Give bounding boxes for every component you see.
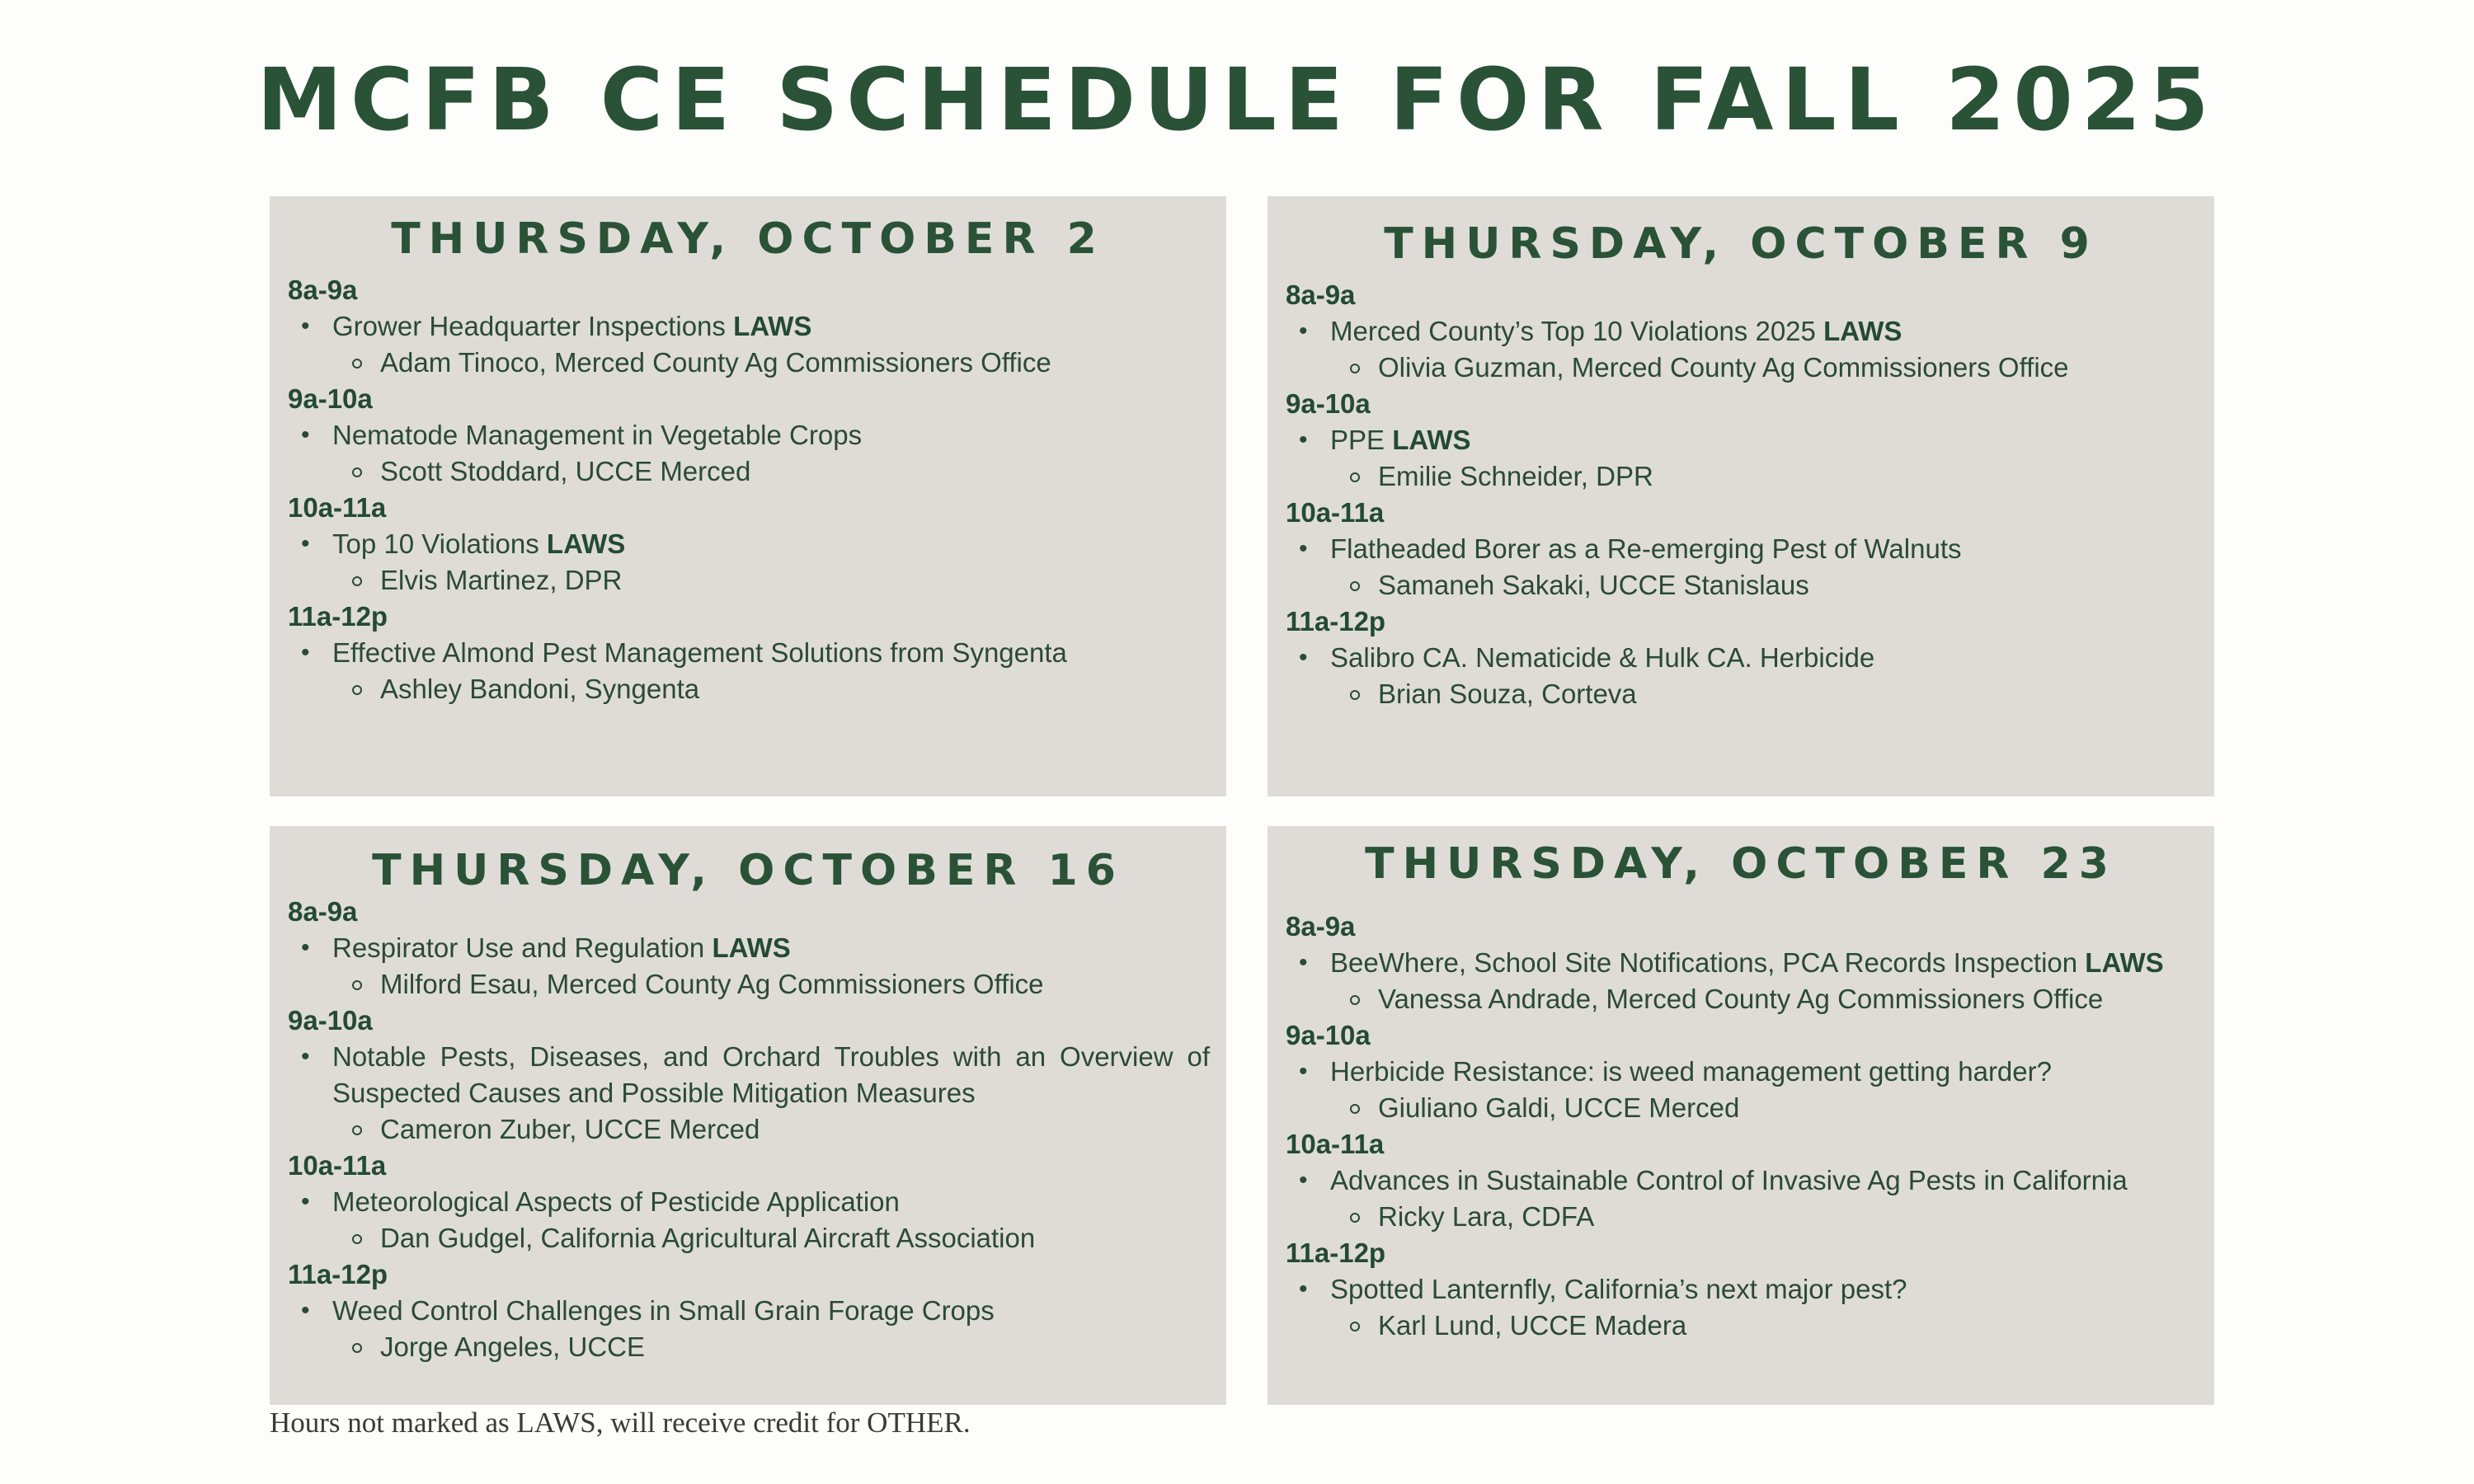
schedule-list	[1286, 909, 2214, 1344]
speaker-name: Cameron Zuber, UCCE Merced	[380, 1114, 760, 1144]
speaker-item	[1286, 458, 2214, 495]
speaker-item	[1286, 981, 2214, 1017]
session-item	[288, 930, 1226, 966]
time-slot-label: 9a-10a	[1286, 388, 1371, 419]
hollow-bullet-icon	[1350, 1322, 1360, 1331]
speaker-item	[288, 562, 1226, 599]
bullet-icon: •	[1299, 1167, 1308, 1194]
speaker-name: Emilie Schneider, DPR	[1378, 461, 1653, 491]
session-item	[1286, 531, 2214, 567]
session-title: Respirator Use and Regulation	[332, 932, 705, 963]
time-slot-label: 11a-12p	[1286, 1237, 1386, 1268]
hollow-bullet-icon	[1350, 364, 1360, 373]
time-slot-label: 11a-12p	[1286, 606, 1386, 636]
time-slot-label: 8a-9a	[288, 896, 358, 927]
bullet-icon: •	[301, 1043, 310, 1070]
session-title: Spotted Lanternfly, California’s next major pest?	[1330, 1274, 1907, 1304]
speaker-name: Scott Stoddard, UCCE Merced	[380, 456, 751, 486]
session-item	[1286, 1271, 2214, 1308]
speaker-item	[288, 345, 1226, 381]
speaker-item	[1286, 676, 2214, 712]
speaker-item	[288, 1329, 1226, 1365]
laws-badge: LAWS	[1392, 425, 1471, 455]
schedule-list	[1286, 277, 2214, 712]
time-slot-label: 11a-12p	[288, 1259, 388, 1289]
bullet-icon: •	[1299, 317, 1308, 345]
schedule-list	[288, 894, 1226, 1365]
laws-badge: LAWS	[733, 311, 812, 341]
session-title: Advances in Sustainable Control of Invasive Ag Pests in California	[1330, 1165, 2128, 1195]
hollow-bullet-icon	[1350, 581, 1360, 591]
session-item	[288, 308, 1226, 345]
hollow-bullet-icon	[352, 685, 362, 695]
hollow-bullet-icon	[352, 1343, 362, 1353]
time-slot-label: 9a-10a	[1286, 1020, 1371, 1050]
session-item	[1286, 313, 2214, 350]
speaker-name: Giuliano Galdi, UCCE Merced	[1378, 1092, 1740, 1123]
speaker-item	[288, 966, 1226, 1003]
time-slot-label: 9a-10a	[288, 1005, 373, 1036]
bullet-icon: •	[301, 934, 310, 961]
session-item	[1286, 640, 2214, 676]
session-item	[1286, 1054, 2214, 1090]
session-title: Meteorological Aspects of Pesticide Application	[332, 1186, 900, 1217]
day-card-october-2	[270, 196, 1226, 796]
session-item	[288, 635, 1226, 671]
time-slot-label: 11a-12p	[288, 601, 388, 632]
session-title: BeeWhere, School Site Notifications, PCA Records Inspection	[1330, 947, 2078, 978]
time-slot-label: 10a-11a	[1286, 497, 1385, 528]
bullet-icon: •	[301, 1297, 310, 1324]
speaker-item	[1286, 1090, 2214, 1126]
speaker-item	[288, 1220, 1226, 1256]
speaker-name: Olivia Guzman, Merced County Ag Commissioners Office	[1378, 352, 2069, 383]
speaker-name: Brian Souza, Corteva	[1378, 679, 1637, 709]
laws-badge: LAWS	[712, 932, 791, 963]
speaker-item	[288, 671, 1226, 707]
bullet-icon: •	[1299, 1275, 1308, 1303]
speaker-name: Adam Tinoco, Merced County Ag Commissioners Office	[380, 347, 1051, 378]
day-heading: THURSDAY, OCTOBER 2	[391, 214, 1105, 264]
hollow-bullet-icon	[1350, 1213, 1360, 1223]
day-heading: THURSDAY, OCTOBER 23	[1365, 839, 2117, 889]
hollow-bullet-icon	[1350, 995, 1360, 1005]
bullet-icon: •	[301, 530, 310, 557]
schedule-list	[288, 272, 1226, 707]
time-slot-label: 10a-11a	[288, 1150, 387, 1181]
speaker-name: Ashley Bandoni, Syngenta	[380, 674, 700, 704]
speaker-item	[1286, 1308, 2214, 1344]
hollow-bullet-icon	[352, 359, 362, 369]
hollow-bullet-icon	[1350, 1104, 1360, 1114]
session-item	[288, 526, 1226, 562]
session-title: Weed Control Challenges in Small Grain Forage Crops	[332, 1295, 995, 1326]
session-title: Herbicide Resistance: is weed management getting harder?	[1330, 1056, 2052, 1087]
hollow-bullet-icon	[352, 1234, 362, 1244]
laws-badge: LAWS	[1823, 316, 1903, 346]
speaker-item	[1286, 567, 2214, 603]
session-title: Top 10 Violations	[332, 528, 539, 559]
time-slot-label: 8a-9a	[1286, 911, 1356, 942]
day-card-october-23	[1268, 826, 2214, 1405]
speaker-name: Ricky Lara, CDFA	[1378, 1201, 1595, 1232]
hollow-bullet-icon	[352, 576, 362, 586]
speaker-item	[288, 453, 1226, 490]
session-title: Effective Almond Pest Management Solutions from Syngenta	[332, 637, 1067, 668]
session-title: Nematode Management in Vegetable Crops	[332, 420, 863, 450]
footnote: Hours not marked as LAWS, will receive credit for OTHER.	[270, 1407, 971, 1439]
session-item	[1286, 422, 2214, 458]
speaker-name: Dan Gudgel, California Agricultural Aircraft Association	[380, 1223, 1036, 1253]
bullet-icon: •	[1299, 426, 1308, 453]
laws-badge: LAWS	[2085, 947, 2164, 978]
speaker-item	[288, 1111, 1226, 1148]
hollow-bullet-icon	[352, 980, 362, 990]
bullet-icon: •	[301, 312, 310, 340]
speaker-name: Karl Lund, UCCE Madera	[1378, 1310, 1687, 1341]
speaker-name: Elvis Martinez, DPR	[380, 565, 623, 595]
session-title: Salibro CA. Nematicide & Hulk CA. Herbicide	[1330, 642, 1875, 673]
day-heading: THURSDAY, OCTOBER 9	[1384, 219, 2098, 269]
page-title: MCFB CE SCHEDULE FOR FALL 2025	[256, 49, 2218, 150]
session-item	[288, 1184, 1226, 1220]
speaker-name: Samaneh Sakaki, UCCE Stanislaus	[1378, 570, 1809, 600]
bullet-icon: •	[1299, 1058, 1308, 1085]
session-title: Notable Pests, Diseases, and Orchard Troubles with an Overview of Suspected Causes and Possible Mitigation Measures	[332, 1041, 1210, 1108]
speaker-name: Milford Esau, Merced County Ag Commissioners Office	[380, 969, 1044, 999]
hollow-bullet-icon	[352, 467, 362, 477]
time-slot-label: 8a-9a	[288, 275, 358, 305]
bullet-icon: •	[1299, 535, 1308, 562]
session-item	[1286, 1162, 2214, 1199]
day-card-october-16	[270, 826, 1226, 1405]
time-slot-label: 10a-11a	[288, 492, 387, 523]
hollow-bullet-icon	[1350, 472, 1360, 482]
session-item	[288, 1039, 1226, 1111]
session-item	[288, 417, 1226, 453]
hollow-bullet-icon	[1350, 690, 1360, 700]
speaker-name: Jorge Angeles, UCCE	[380, 1331, 645, 1362]
session-item	[288, 1293, 1226, 1329]
hollow-bullet-icon	[352, 1125, 362, 1135]
speaker-item	[1286, 350, 2214, 386]
session-title: PPE	[1330, 425, 1385, 455]
session-item	[1286, 945, 2214, 981]
laws-badge: LAWS	[546, 528, 626, 559]
day-heading: THURSDAY, OCTOBER 16	[372, 846, 1124, 895]
bullet-icon: •	[301, 421, 310, 448]
speaker-name: Vanessa Andrade, Merced County Ag Commissioners Office	[1378, 984, 2104, 1014]
session-title: Flatheaded Borer as a Re-emerging Pest of Walnuts	[1330, 533, 1962, 564]
time-slot-label: 9a-10a	[288, 383, 373, 414]
session-title: Merced County’s Top 10 Violations 2025	[1330, 316, 1816, 346]
bullet-icon: •	[301, 639, 310, 666]
day-card-october-9	[1268, 196, 2214, 796]
time-slot-label: 8a-9a	[1286, 279, 1356, 310]
bullet-icon: •	[301, 1188, 310, 1215]
speaker-item	[1286, 1199, 2214, 1235]
bullet-icon: •	[1299, 644, 1308, 671]
session-title: Grower Headquarter Inspections	[332, 311, 726, 341]
time-slot-label: 10a-11a	[1286, 1129, 1385, 1159]
bullet-icon: •	[1299, 949, 1308, 976]
